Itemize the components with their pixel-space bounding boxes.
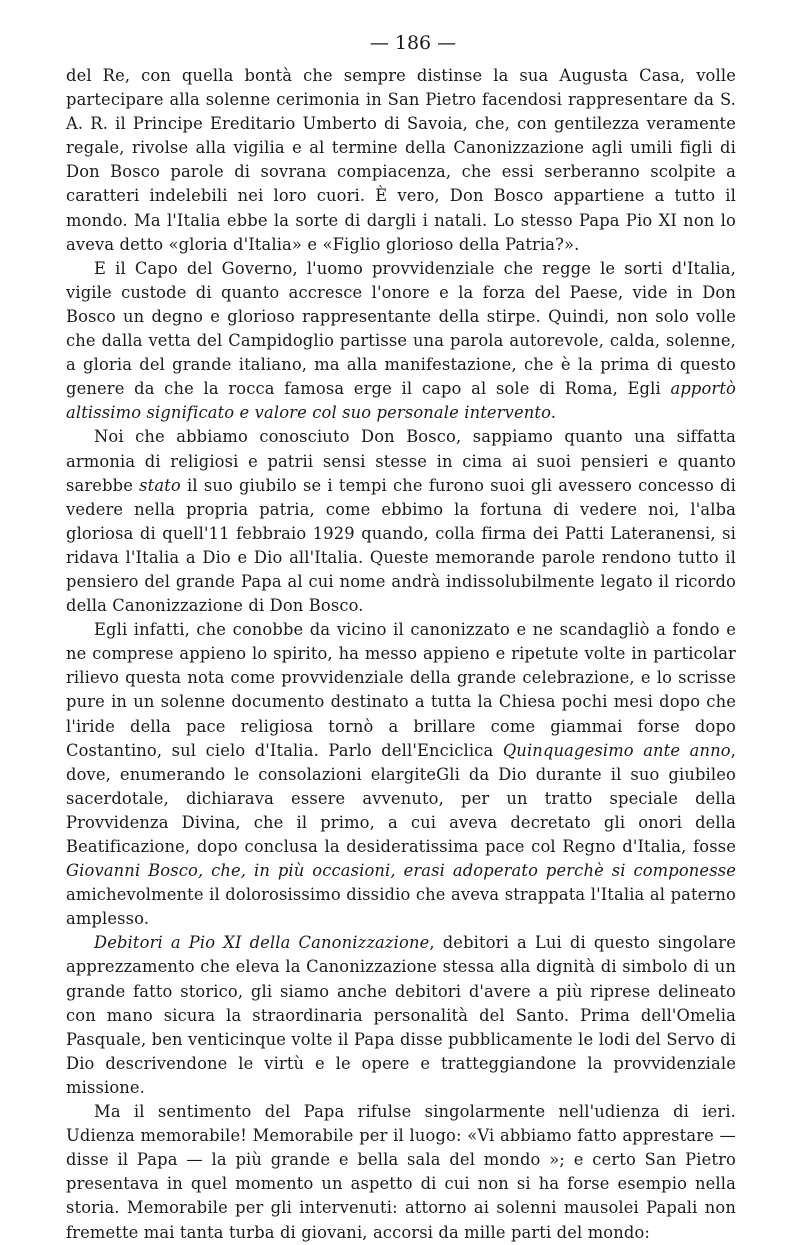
paragraph-3-italic: stato — [139, 475, 181, 495]
paragraph-1-text: del Re, con quella bontà che sempre distinse la sua Augusta Casa, volle partecipare alla solenne cerimonia in San Pietro facendosi rappresentare da S. A. R. il Principe Ereditario Umberto di Savoia, che, con gentilezza veramente regale, rivolse alla vigilia e al termine della Canonizzazione agli umili figli di Don Bosco parole di sovrana compiacenza, che essi serberanno scolpite a caratteri indelebili nei loro cuori. È vero, Don Bosco appartiene a tutto il mondo. Ma l'Italia ebbe la sorte di dargli i natali. Lo stesso Papa Pio XI non lo aveva detto «gloria d'Italia» e «Figlio glorioso della Patria?». — [66, 66, 736, 254]
paragraph-4-text-b: , dove, enumerando le consolazioni elargiteGli da Dio durante il suo giubileo sacerdotale, dichiarava essere avvenuto, per un tratto speciale della Provvidenza Divina, che il primo, a cui aveva decretato gli onori della Beatificazione, dopo conclusa la desideratissima pace col Regno d'Italia, fosse — [66, 740, 737, 856]
paragraph-5-italic: Debitori a Pio XI della Canonizzazione — [94, 933, 430, 953]
paragraph-4-text-a: Egli infatti, che conobbe da vicino il canonizzato e ne scandagliò a fondo e ne comprese appieno lo spirito, ha messo appieno e ripetute volte in particolar rilievo questa nota come provvidenziale della grande celebrazione, e lo scrisse pure in un solenne documento destinato a tutta la Chiesa pochi mesi dopo che l'iride della pace religiosa tornò a brillare come giammai forse dopo Costantino, sul cielo d'Italia. Parlo dell'Enciclica — [66, 620, 736, 760]
paragraph-4-italic-b: Giovanni Bosco, che, in più occasioni, erasi adoperato perchè si componesse — [66, 861, 736, 881]
paragraph-5-text: , debitori a Lui di questo singolare apprezzamento che eleva la Canonizzazione stessa alla dignità di simbolo di un grande fatto storico, gli siamo anche debitori d'avere a più riprese delineato con mano sicura la straordinaria personalità del Santo. Prima dell'Omelia Pasquale, ben venticinque volte il Papa disse pubblicamente le lodi del Servo di Dio descrivendone le virtù e le opere e tratteggiandone la provvidenziale missione. — [66, 933, 736, 1097]
paragraph-2 — [66, 257, 736, 426]
paragraph-3 — [66, 425, 736, 618]
paragraph-5 — [66, 931, 736, 1100]
paragraph-3-text-a: Noi che abbiamo conosciuto Don Bosco, sappiamo quanto una siffatta armonia di religiosi e patrii sensi stesse in cima ai suoi pensieri e quanto sarebbe — [66, 427, 736, 495]
page-number: — 186 — — [369, 32, 457, 54]
paragraph-3-text-b: il suo giubilo se i tempi che furono suoi gli avessero concesso di vedere nella propria patria, come ebbimo la fortuna di vedere noi, l'alba gloriosa di quell'11 febbraio 1929 quando, colla firma dei Patti Lateranensi, si ridava l'Italia a Dio e Dio all'Italia. Queste memorande parole rendono tutto il pensiero del grande Papa al cui nome andrà indissolubilmente legato il ricordo della Canonizzazione di Don Bosco. — [66, 475, 737, 616]
book-page — [66, 30, 736, 1245]
paragraph-4 — [66, 618, 736, 931]
paragraph-4-italic-a: Quinquagesimo ante anno — [502, 740, 731, 760]
body-text — [66, 64, 736, 1245]
paragraph-2-italic: apportò altissimo significato e valore col suo personale intervento. — [66, 379, 736, 423]
paragraph-4-text-c: amichevolmente il dolorosissimo dissidio che aveva strappata l'Italia al paterno amplesso. — [66, 885, 736, 929]
paragraph-2-text: E il Capo del Governo, l'uomo provvidenziale che regge le sorti d'Italia, vigile custode di quanto accresce l'onore e la forza del Paese, vide in Don Bosco un degno e glorioso rappresentante della stirpe. Quindi, non solo volle che dalla vetta del Campidoglio partisse una parola autorevole, calda, solenne, a gloria del grande italiano, ma alla manifestazione, che è la prima di questo genere da che la rocca famosa erge il capo al sole di Roma, Egli — [66, 258, 736, 399]
paragraph-1 — [66, 64, 736, 257]
paragraph-6 — [66, 1100, 736, 1245]
paragraph-6-text: Ma il sentimento del Papa rifulse singolarmente nell'udienza di ieri. Udienza memorabile! Memorabile per il luogo: «Vi abbiamo fatto apprestare — disse il Papa — la più grande e bella sala del mondo »; e certo San Pietro presentava in quel momento un aspetto di cui non si ha forse esempio nella storia. Memorabile per gli intervenuti: attorno ai solenni mausolei Papali non fremette mai tanta turba di giovani, accorsi da mille parti del mondo: — [66, 1102, 736, 1242]
